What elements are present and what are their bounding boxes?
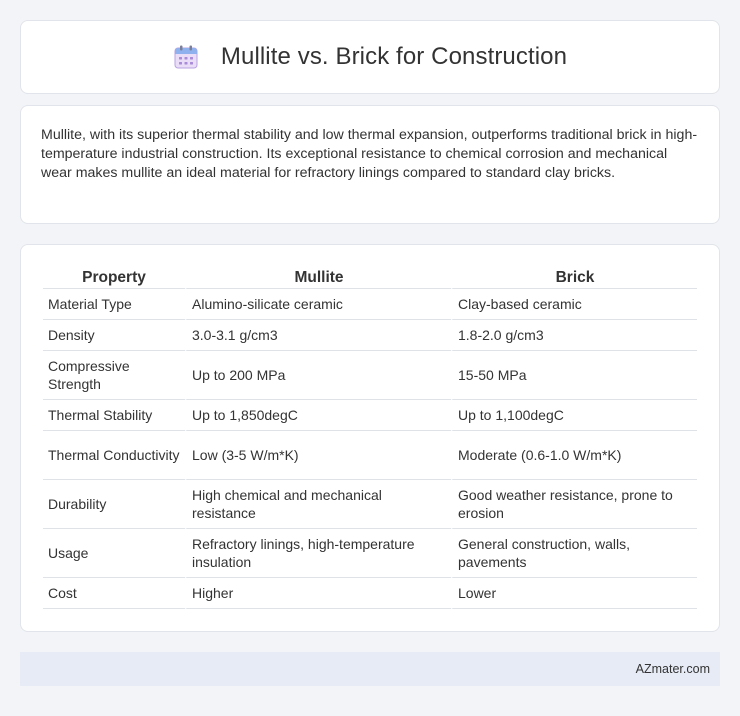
table-row [43,480,697,529]
brick-cell: Moderate (0.6-1.0 W/m*K) [451,431,697,480]
footer [20,652,720,686]
mullite-cell: Higher [185,578,451,609]
brick-cell: Clay-based ceramic [451,289,697,320]
table-row [43,400,697,431]
title-card [20,20,720,94]
property-cell: Durability [43,480,185,529]
header-property: Property [43,265,185,289]
page-title: Mullite vs. Brick for Construction [220,43,568,70]
mullite-cell: High chemical and mechanical resistance [185,480,451,529]
comparison-card [20,244,720,632]
header-brick: Brick [451,265,697,289]
table-row [43,351,697,400]
brick-cell: 1.8-2.0 g/cm3 [451,320,697,351]
brick-cell: Lower [451,578,697,609]
property-cell: Thermal Conductivity [43,431,185,480]
intro-card [20,105,720,224]
table-row [43,289,697,320]
table-row [43,431,697,480]
calendar-icon [173,44,199,70]
intro-text: Mullite, with its superior thermal stability and low thermal expansion, outperforms traditional brick in high-temperature industrial construction. Its exceptional resistance to chemical corrosion and mechanical wear makes mullite an ideal material for refractory linings compared to standard clay bricks. [41,127,698,181]
table-row [43,578,697,609]
table-row [43,529,697,578]
brick-cell: 15-50 MPa [451,351,697,400]
table-row [43,320,697,351]
header-mullite: Mullite [185,265,451,289]
mullite-cell: Refractory linings, high-temperature insulation [185,529,451,578]
table-header-row [43,265,697,289]
mullite-cell: Up to 1,850degC [185,400,451,431]
footer-site: AZmater.com [635,662,710,676]
mullite-cell: 3.0-3.1 g/cm3 [185,320,451,351]
property-cell: Compressive Strength [43,351,185,400]
brick-cell: General construction, walls, pavements [451,529,697,578]
brick-cell: Up to 1,100degC [451,400,697,431]
mullite-cell: Up to 200 MPa [185,351,451,400]
property-cell: Material Type [43,289,185,320]
property-cell: Density [43,320,185,351]
mullite-cell: Low (3-5 W/m*K) [185,431,451,480]
property-cell: Cost [43,578,185,609]
property-cell: Usage [43,529,185,578]
property-cell: Thermal Stability [43,400,185,431]
comparison-table [43,265,697,609]
mullite-cell: Alumino-silicate ceramic [185,289,451,320]
brick-cell: Good weather resistance, prone to erosion [451,480,697,529]
